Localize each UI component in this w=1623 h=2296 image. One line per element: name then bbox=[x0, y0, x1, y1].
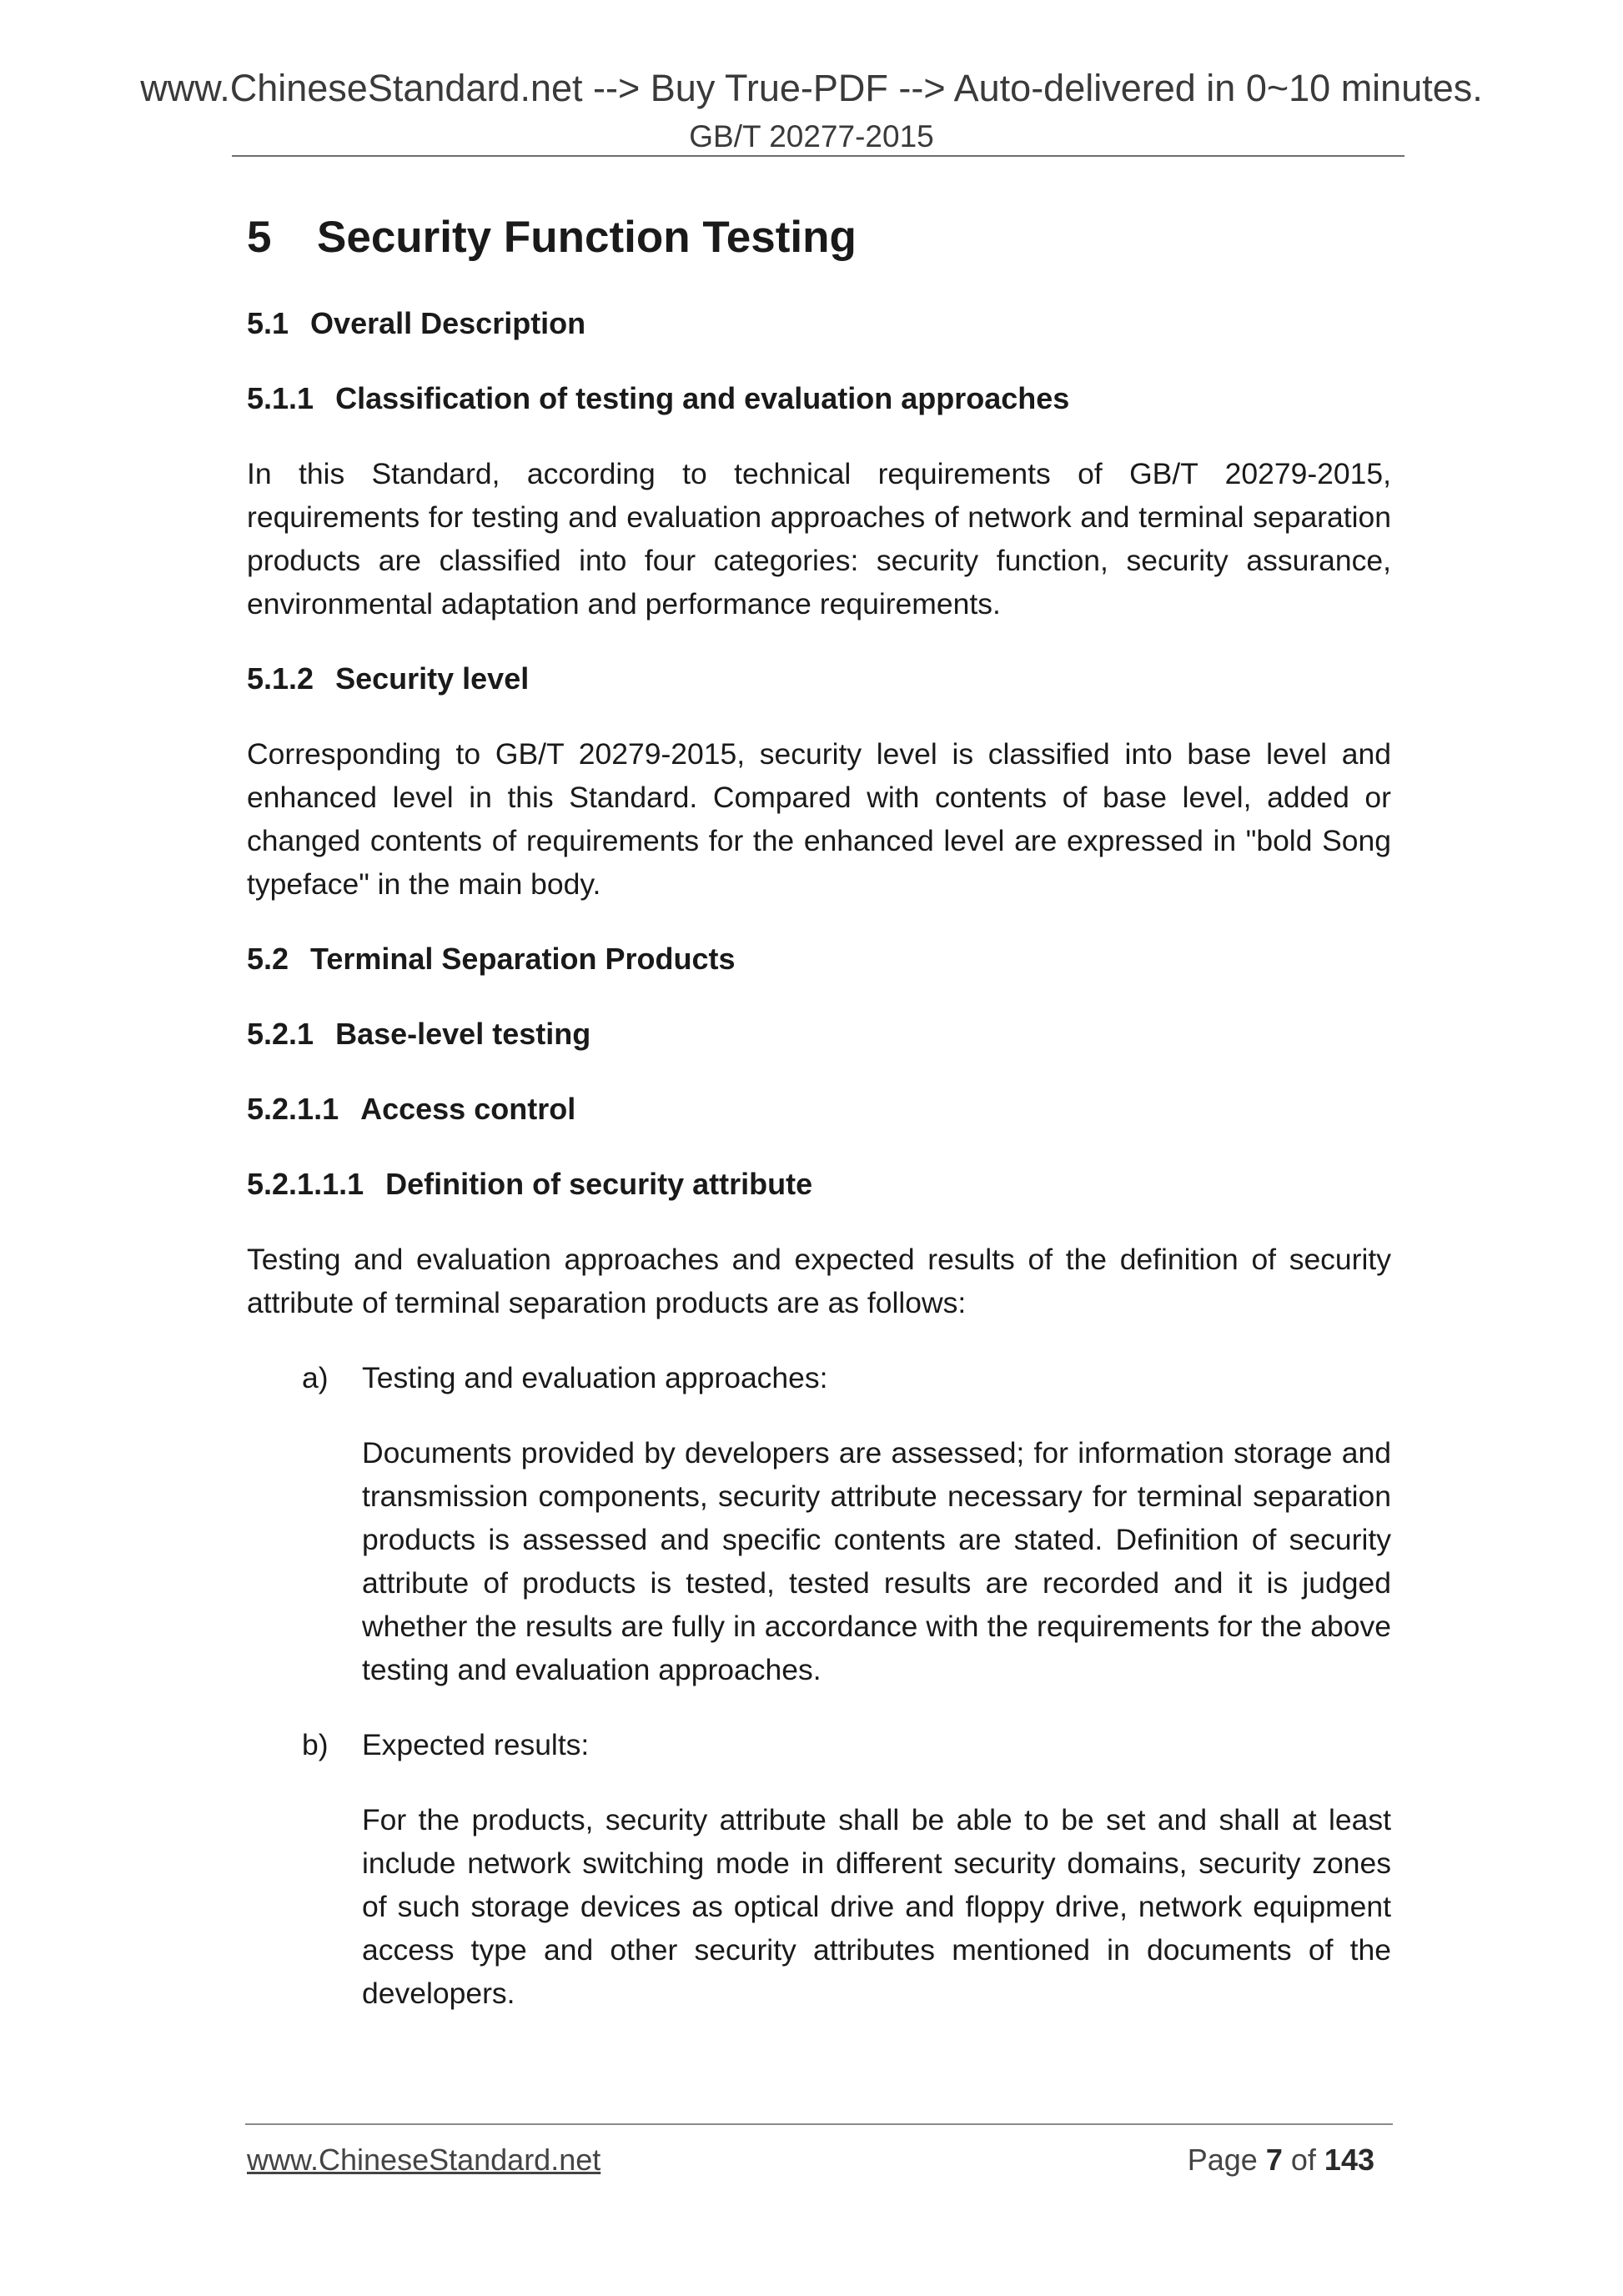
heading-5-1 bbox=[247, 302, 1391, 345]
heading-title: Classification of testing and evaluation approaches bbox=[335, 381, 1070, 415]
footer-site-link[interactable]: www.ChineseStandard.net bbox=[247, 2143, 601, 2177]
section-title: Security Function Testing bbox=[317, 213, 857, 262]
heading-5-1-2 bbox=[247, 657, 1391, 701]
section-number: 5 bbox=[247, 213, 272, 262]
heading-number: 5.2.1.1 bbox=[247, 1092, 339, 1126]
heading-5-2 bbox=[247, 937, 1391, 981]
heading-title: Access control bbox=[360, 1092, 576, 1126]
heading-5-1-1 bbox=[247, 377, 1391, 420]
list-item-a bbox=[247, 1356, 1391, 1691]
heading-number: 5.2 bbox=[247, 942, 289, 976]
heading-title: Security level bbox=[335, 661, 530, 696]
page-current: 7 bbox=[1265, 2143, 1283, 2177]
page-content bbox=[247, 200, 1391, 2015]
list-item-text: For the products, security attribute shall be able to be set and shall at least include network switching mode in different security domains, security zones of such storage devices as optical drive and floppy drive, network equipment access type and other security attributes mentioned in documents of the developers. bbox=[362, 1803, 1391, 2010]
heading-number: 5.1.2 bbox=[247, 661, 314, 696]
page-word: Page bbox=[1187, 2143, 1258, 2177]
header-document-id: GB/T 20277-2015 bbox=[689, 119, 934, 153]
heading-title: Definition of security attribute bbox=[385, 1167, 813, 1201]
heading-5-2-1-1-1 bbox=[247, 1163, 1391, 1206]
paragraph-classification: In this Standard, according to technical requirements of GB/T 20279-2015, requirements for testing and evaluation approaches of network and terminal separation products are classified into four categories: security function, security assurance, environmental adaptation and performance requirements. bbox=[247, 457, 1391, 620]
heading-5-2-1-1 bbox=[247, 1088, 1391, 1131]
heading-title: Base-level testing bbox=[335, 1017, 591, 1051]
list-marker: b) bbox=[302, 1728, 329, 1761]
list-item-text: Documents provided by developers are assessed; for information storage and transmission components, security attribute necessary for terminal separation products is assessed and specific contents are stated. Definition of security attribute of products is tested, tested results are recorded and it is judged whether the results are fully in accordance with the requirements for the above testing and evaluation approaches. bbox=[362, 1436, 1391, 1686]
page-number bbox=[1188, 2140, 1374, 2180]
paragraph-security-level: Corresponding to GB/T 20279-2015, security level is classified into base level and enhanced level in this Standard. Compared with contents of base level, added or changed contents of requirements for the enhanced level are expressed in "bold Song typeface" in the main body. bbox=[247, 737, 1391, 901]
list-item-b bbox=[247, 1723, 1391, 2015]
header-divider bbox=[232, 155, 1404, 157]
heading-title: Overall Description bbox=[310, 306, 586, 340]
page-of: of bbox=[1290, 2143, 1316, 2177]
paragraph-definition: Testing and evaluation approaches and expected results of the definition of security attribute of terminal separation products are as follows: bbox=[247, 1243, 1391, 1319]
list-item-heading: Expected results: bbox=[362, 1728, 590, 1761]
heading-number: 5.1 bbox=[247, 306, 289, 340]
header-banner[interactable]: www.ChineseStandard.net --> Buy True-PDF --> Auto-delivered in 0~10 minutes. bbox=[140, 67, 1483, 109]
list-marker: a) bbox=[302, 1361, 329, 1394]
footer-divider bbox=[245, 2123, 1393, 2125]
section-heading bbox=[247, 200, 1391, 275]
heading-5-2-1 bbox=[247, 1012, 1391, 1056]
heading-number: 5.2.1 bbox=[247, 1017, 314, 1051]
list-item-heading: Testing and evaluation approaches: bbox=[362, 1361, 828, 1394]
heading-number: 5.1.1 bbox=[247, 381, 314, 415]
heading-title: Terminal Separation Products bbox=[310, 942, 736, 976]
page-total: 143 bbox=[1324, 2143, 1374, 2177]
heading-number: 5.2.1.1.1 bbox=[247, 1167, 364, 1201]
